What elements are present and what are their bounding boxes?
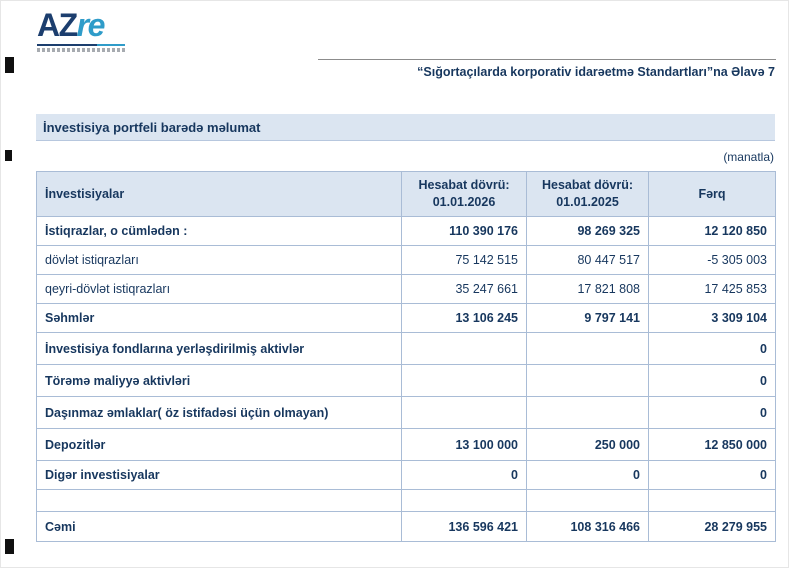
table-row-derivative-assets [37, 365, 776, 397]
scan-artifact [5, 150, 12, 161]
value-diff: -5 305 003 [649, 246, 776, 275]
logo-underline [37, 44, 125, 46]
document-header-note: “Sığortaçılarda korporativ idarəetmə Standartları”na Əlavə 7 [417, 65, 775, 79]
logo-tagline [37, 48, 125, 52]
value-previous [527, 397, 649, 429]
col-header-period-2026 [402, 172, 527, 217]
value-current [402, 365, 527, 397]
table-header-row [37, 172, 776, 217]
value-current: 13 106 245 [402, 304, 527, 333]
value-current: 75 142 515 [402, 246, 527, 275]
col-header-period-2025 [527, 172, 649, 217]
value-diff: 12 850 000 [649, 429, 776, 461]
value-diff: 0 [649, 365, 776, 397]
value-diff: 3 309 104 [649, 304, 776, 333]
row-label: İnvestisiya fondlarına yerləşdirilmiş aktivlər [37, 333, 402, 365]
value-current [402, 333, 527, 365]
value-previous: 9 797 141 [527, 304, 649, 333]
row-label: Törəmə maliyyə aktivləri [37, 365, 402, 397]
row-label: dövlət istiqrazları [37, 246, 402, 275]
value-previous [527, 333, 649, 365]
table-row-shares [37, 304, 776, 333]
value-previous: 17 821 808 [527, 275, 649, 304]
row-label: Digər investisiyalar [37, 461, 402, 490]
logo-text-re: re [76, 7, 104, 43]
header-line: 01.01.2026 [432, 195, 496, 209]
header-line: 01.01.2025 [556, 195, 619, 209]
row-label: Daşınmaz əmlaklar( öz istifadəsi üçün olmayan) [37, 397, 402, 429]
value-current: 136 596 421 [402, 512, 527, 542]
value-previous: 98 269 325 [527, 217, 649, 246]
col-header-difference: Fərq [649, 172, 776, 217]
value-previous: 250 000 [527, 429, 649, 461]
table-row-total [37, 512, 776, 542]
row-label: İstiqrazlar, o cümlədən : [37, 217, 402, 246]
header-line: Hesabat dövrü: [542, 178, 633, 193]
table-row-government-bonds [37, 246, 776, 275]
table-row-real-estate [37, 397, 776, 429]
scan-artifact [5, 539, 14, 554]
value-current [402, 397, 527, 429]
value-previous [527, 490, 649, 512]
value-current: 13 100 000 [402, 429, 527, 461]
value-previous: 80 447 517 [527, 246, 649, 275]
header-divider-line [318, 59, 776, 60]
row-label [37, 490, 402, 512]
value-current: 110 390 176 [402, 217, 527, 246]
logo-wordmark [37, 9, 125, 41]
table-row-other-investments [37, 461, 776, 490]
table-row-deposits [37, 429, 776, 461]
logo-text-az: AZ [37, 7, 77, 43]
value-diff: 0 [649, 397, 776, 429]
value-diff: 28 279 955 [649, 512, 776, 542]
investment-portfolio-table [36, 171, 776, 542]
section-title: İnvestisiya portfeli barədə məlumat [43, 119, 261, 135]
header-line: Hesabat dövrü: [418, 178, 510, 193]
value-previous: 0 [527, 461, 649, 490]
row-label: Cəmi [37, 512, 402, 542]
value-diff: 12 120 850 [649, 217, 776, 246]
value-current: 0 [402, 461, 527, 490]
table-row-investment-funds [37, 333, 776, 365]
row-label: Səhmlər [37, 304, 402, 333]
scan-artifact [5, 57, 14, 73]
value-previous: 108 316 466 [527, 512, 649, 542]
value-diff [649, 490, 776, 512]
col-header-investments: İnvestisiyalar [37, 172, 402, 217]
row-label: qeyri-dövlət istiqrazları [37, 275, 402, 304]
value-current: 35 247 661 [402, 275, 527, 304]
value-current [402, 490, 527, 512]
row-label: Depozitlər [37, 429, 402, 461]
section-title-bar [36, 114, 775, 141]
value-diff: 17 425 853 [649, 275, 776, 304]
table-row-nongovernment-bonds [37, 275, 776, 304]
currency-note: (manatla) [723, 150, 774, 164]
value-diff: 0 [649, 333, 776, 365]
company-logo [37, 9, 125, 52]
table-row-empty [37, 490, 776, 512]
value-previous [527, 365, 649, 397]
value-diff: 0 [649, 461, 776, 490]
table-row-bonds-total [37, 217, 776, 246]
